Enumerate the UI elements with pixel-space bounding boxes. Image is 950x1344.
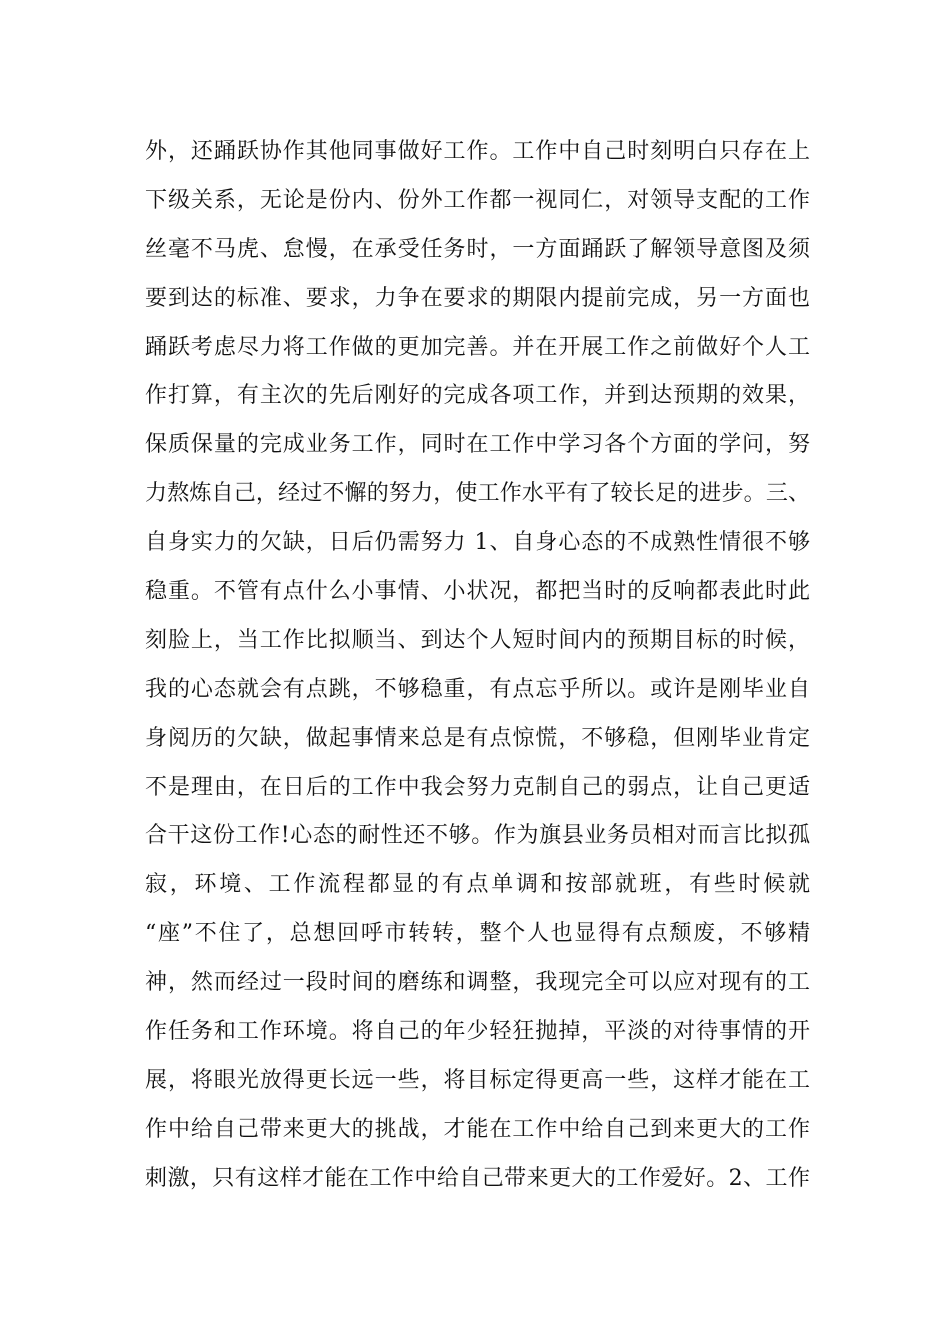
text-line-18: 神，然而经过一段时间的磨练和调整，我现完全可以应对现有的工	[145, 970, 810, 996]
text-line-1: 外，还踊跃协作其他同事做好工作。工作中自己时刻明白只存在上	[145, 139, 810, 164]
text-line-8: 力熬炼自己，经过不懈的努力，使工作水平有了较长足的进步。三、	[145, 481, 810, 507]
text-line-14: 不是理由，在日后的工作中我会努力克制自己的弱点，让自己更适	[145, 774, 810, 800]
text-line-17: “座”不住了，总想回呼市转转，整个人也显得有点颓废，不够精	[145, 921, 810, 947]
body-text	[145, 128, 810, 1204]
text-line-7: 保质保量的完成业务工作，同时在工作中学习各个方面的学问，努	[145, 432, 810, 458]
text-line-11: 刻脸上，当工作比拟顺当、到达个人短时间内的预期目标的时候，	[145, 627, 810, 653]
text-line-22: 刺激，只有这样才能在工作中给自己带来更大的工作爱好。2、工作	[145, 1165, 810, 1191]
text-line-21: 作中给自己带来更大的挑战，才能在工作中给自己到来更大的工作	[145, 1116, 810, 1142]
text-line-10: 稳重。不管有点什么小事情、小状况，都把当时的反响都表此时此	[145, 579, 810, 605]
text-line-19: 作任务和工作环境。将自己的年少轻狂抛掉，平淡的对待事情的开	[145, 1019, 810, 1045]
text-line-16: 寂，环境、工作流程都显的有点单调和按部就班，有些时候就	[145, 872, 810, 898]
text-line-5: 踊跃考虑尽力将工作做的更加完善。并在开展工作之前做好个人工	[145, 334, 810, 360]
text-line-20: 展，将眼光放得更长远一些，将目标定得更高一些，这样才能在工	[145, 1067, 810, 1093]
text-line-13: 身阅历的欠缺，做起事情来总是有点惊慌，不够稳，但刚毕业肯定	[145, 725, 810, 751]
text-line-3: 丝毫不马虎、怠慢，在承受任务时，一方面踊跃了解领导意图及须	[145, 236, 810, 262]
text-line-15: 合干这份工作!心态的耐性还不够。作为旗县业务员相对而言比拟孤	[145, 823, 810, 849]
text-line-9: 自身实力的欠缺，日后仍需努力 1、自身心态的不成熟性情很不够	[145, 530, 810, 556]
text-line-6: 作打算，有主次的先后刚好的完成各项工作，并到达预期的效果，	[145, 383, 810, 409]
text-line-4: 要到达的标准、要求，力争在要求的期限内提前完成，另一方面也	[145, 285, 810, 311]
text-line-2: 下级关系，无论是份内、份外工作都一视同仁，对领导支配的工作	[145, 187, 810, 213]
text-line-12: 我的心态就会有点跳，不够稳重，有点忘乎所以。或许是刚毕业自	[145, 676, 810, 702]
